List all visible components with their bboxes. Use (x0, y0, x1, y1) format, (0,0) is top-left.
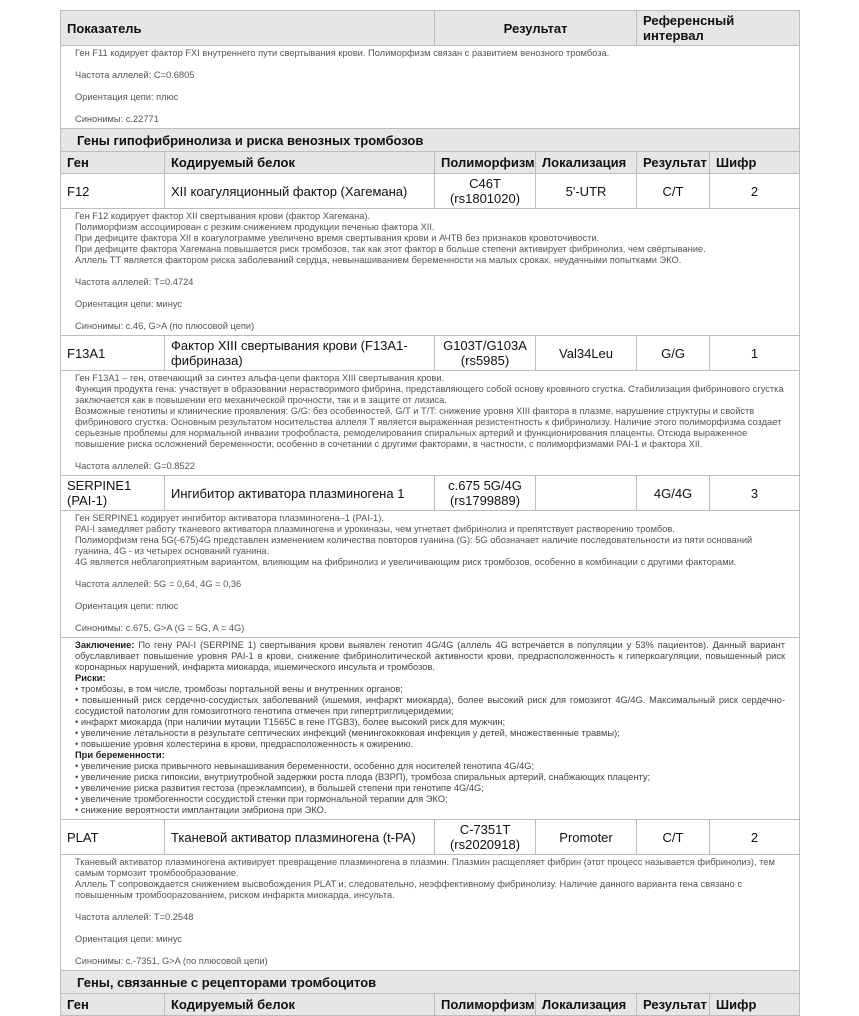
code-col-header: Шифр (710, 152, 800, 174)
indicator-header: Показатель (61, 11, 435, 46)
pregnancy-label: При беременности: (75, 750, 165, 760)
list-item: • увеличение риска развития гестоза (преэклампсии), в большей степени при генотипе 4G/4G; (75, 783, 785, 794)
conclusion-text: По гену PAI-I (SERPINE 1) свертывания крови выявлен генотип 4G/4G (аллель 4G встречается в популяции у 53% пациентов). Данный вариант обуславливает повышение уровня PAI-1 в крови, снижение фибринолитической активности крови, предрасположенность к гиперкоагуляции, повышенный риск коронарных нарушений, инфаркта миокарда, ишемического инсульта и тромбозов. (75, 640, 786, 672)
description-line: Возможные генотипы и клинические проявления: G/G: без особенностей. G/T и T/T: снижение уровня XIII фактора в плазме, нарушение структуры и свойств фибринового сгустка. Основным результатом носительства аллеля Т является выраженная резистентность к фибринолизу. Наличие этого полиморфизма создает серьезные проблемы для нормальной инвазии трофобласта, ремоделирования спиральных артерий и функционирования плаценты. Отсюда выраженное повышение риска осложнений беременности, особенно в сочетании с другими факторами, в частности, с полиморфизмами PAI-1 и фактора XII. (75, 406, 782, 449)
localization: 5'-UTR (536, 174, 637, 209)
protein-name: Ингибитор активатора плазминогена 1 (165, 476, 435, 511)
description-line: При дефиците фактора Хагемана повышается риск тромбозов, так как этот фактор в больше степени активирует фибринолиз, чем свёртывание. (75, 244, 706, 254)
gene-name: PLAT (61, 820, 165, 855)
code-value: 2 (710, 174, 800, 209)
description-line: Ген SERPINE1 кодирует ингибитор активатора плазминогена–1 (PAI-1). (75, 513, 384, 523)
protein-col-header: Кодируемый белок (165, 994, 435, 1016)
description-line: Функция продукта гена: участвует в образовании нерастворимого фибрина, представляющего собой основу кровяного сгустка. Стабилизация фибринового сгустка заключается как в повышении его механической прочности, так и в защите от лизиса. (75, 384, 784, 405)
localization-col-header: Локализация (536, 152, 637, 174)
description-line: Синонимы: c.-7351, G>A (по плюсовой цепи) (75, 956, 268, 966)
column-header-row (61, 152, 800, 174)
description-line: Ориентация цепи: минус (75, 934, 183, 944)
localization: Promoter (536, 820, 637, 855)
description-line: PAI-I замедляет работу тканевого активатора плазминогена и урокиназы, чем угнетает фибринолиз и препятствует растворению тромбов. (75, 524, 675, 534)
result-col-header: Результат (637, 994, 710, 1016)
description-line: Частота аллелей: G=0.8522 (75, 461, 195, 471)
description-line: Аллель ТТ является фактором риска заболеваний сердца, невынашиванием беременности на малых сроках, неудачными попытками ЭКО. (75, 255, 682, 265)
description-line: Полиморфизм ассоциирован с резким снижением продукции печенью фактора XII. (75, 222, 435, 232)
code-value: 3 (710, 476, 800, 511)
conclusion-label: Заключение: (75, 640, 135, 650)
description-line: Частота аллелей: T=0.4724 (75, 277, 194, 287)
protein-name: Фактор XIII свертывания крови (F13A1-фибриназа) (165, 336, 435, 371)
description-line: 4G является неблагоприятным вариантом, влияющим на фибринолиз и увеличивающим риск тромбозов, особенно в комбинации с другими факторами. (75, 557, 737, 567)
list-item: • тромбозы, в том числе, тромбозы портальной вены и внутренних органов; (75, 684, 785, 695)
result-header: Результат (435, 11, 637, 46)
description-line: Ген F11 кодирует фактор FXI внутреннего пути свертывания крови. Полиморфизм связан с развитием венозного тромбоза. (75, 48, 610, 58)
list-item: • увеличение риска гипоксии, внутриутробной задержки роста плода (ВЗРП), тромбоза спиральных артерий, снабжающих плаценту; (75, 772, 785, 783)
list-item: • увеличение летальности в результате септических инфекций (менингококковая инфекция у детей, множественные травмы); (75, 728, 785, 739)
polymorphism: c.675 5G/4G (rs1799889) (435, 476, 536, 511)
conclusion-row (61, 638, 800, 820)
description-line: Ориентация цепи: плюс (75, 92, 179, 102)
gene-col-header: Ген (61, 152, 165, 174)
description-line: Частота аллелей: 5G = 0,64, 4G = 0,36 (75, 579, 242, 589)
reference-header: Референсный интервал (637, 11, 800, 46)
protein-col-header: Кодируемый белок (165, 152, 435, 174)
localization: Val34Leu (536, 336, 637, 371)
section-row (61, 971, 800, 994)
code-value: 1 (710, 336, 800, 371)
result-value: C/T (637, 174, 710, 209)
result-value: 4G/4G (637, 476, 710, 511)
gene-row (61, 476, 800, 511)
list-item: • увеличение риска привычного невынашивания беременности, особенно для носителей генотипа 4G/4G; (75, 761, 785, 772)
description-line: Тканевый активатор плазминогена активирует превращение плазминогена в плазмин. Плазмин расщепляет фибрин (этот процесс называется фибринолиз), тем самым тормозит тромбообразование. (75, 857, 775, 878)
localization (536, 476, 637, 511)
result-col-header: Результат (637, 152, 710, 174)
section-title: Гены, связанные с рецепторами тромбоцитов (61, 971, 800, 994)
description-line: Ген F13A1 – ген, отвечающий за синтез альфа-цепи фактора XIII свертывания крови. (75, 373, 445, 383)
polymorphism: G103T/G103A (rs5985) (435, 336, 536, 371)
description-line: Синонимы: c.22771 (75, 114, 159, 124)
list-item: • снижение вероятности имплантации эмбриона при ЭКО. (75, 805, 785, 816)
gene-row (61, 336, 800, 371)
description-line: Ориентация цепи: минус (75, 299, 183, 309)
conclusion (61, 638, 800, 820)
gene-description (61, 511, 800, 638)
description-line: Полиморфизм гена 5G(-675)4G представлен изменением количества повторов гуанина (G): 5G обозначает наличие последовательности из пяти оснований гуанина, 4G - из четырех оснований гуанина. (75, 535, 753, 556)
result-value: C/T (637, 820, 710, 855)
description-line: Частота аллелей: T=0.2548 (75, 912, 194, 922)
result-value: G/G (637, 336, 710, 371)
column-header-row (61, 994, 800, 1016)
polymorphism: C-7351T (rs2020918) (435, 820, 536, 855)
gene-name: F12 (61, 174, 165, 209)
report-table (60, 10, 800, 1016)
description-line: Синонимы: c.46, G>A (по плюсовой цепи) (75, 321, 255, 331)
code-value: 2 (710, 820, 800, 855)
gene-description (61, 855, 800, 971)
gene-description (61, 209, 800, 336)
gene-row (61, 820, 800, 855)
polymorphism-col-header: Полиморфизм (435, 152, 536, 174)
polymorphism-col-header: Полиморфизм (435, 994, 536, 1016)
risks-label: Риски: (75, 673, 106, 683)
gene-col-header: Ген (61, 994, 165, 1016)
protein-name: Тканевой активатор плазминогена (t-PA) (165, 820, 435, 855)
risks-list (75, 684, 785, 750)
polymorphism: C46T (rs1801020) (435, 174, 536, 209)
list-item: • повышенный риск сердечно-сосудистых заболеваний (ишемия, инфаркт миокарда), более высокий риск для гомозигот 4G/4G. Максимальный риск сердечно-сосудистой патологии для гомозиготного генотипа отмечен при гипертриглицеридемии; (75, 695, 785, 717)
gene-description (61, 371, 800, 476)
list-item: • повышение уровня холестерина в крови, предрасположенность к ожирению. (75, 739, 785, 750)
description-line: При дефиците фактора XII в коагулограмме увеличено время свертывания крови и АЧТВ без признаков кровоточивости. (75, 233, 600, 243)
top-header-row (61, 11, 800, 46)
description-line: Частота аллелей: C=0.6805 (75, 70, 195, 80)
list-item: • увеличение тромбогенности сосудистой стенки при гормональной терапии для ЭКО; (75, 794, 785, 805)
section-row (61, 129, 800, 152)
description-line: Аллель Т сопровождается снижением высвобождения PLAT и, следовательно, неэффективному фибринолизу. Наличие данного варианта гена связано с повышенным тромбоорazованием, риском инфаркта миокарда, инсульта. (75, 879, 743, 900)
protein-name: XII коагуляционный фактор (Хагемана) (165, 174, 435, 209)
code-col-header: Шифр (710, 994, 800, 1016)
f11-description (61, 46, 800, 129)
localization-col-header: Локализация (536, 994, 637, 1016)
description-line: Ген F12 кодирует фактор XII свертывания крови (фактор Хагемана). (75, 211, 371, 221)
list-item: • инфаркт миокарда (при наличии мутации T1565C в гене ITGB3), более высокий риск для мужчин; (75, 717, 785, 728)
description-line: Ориентация цепи: плюс (75, 601, 179, 611)
description-line: Синонимы: c.675, G>A (G = 5G, A = 4G) (75, 623, 245, 633)
pregnancy-list (75, 761, 785, 816)
gene-name: F13A1 (61, 336, 165, 371)
gene-name: SERPINE1 (PAI-1) (61, 476, 165, 511)
section-title: Гены гипофибринолиза и риска венозных тромбозов (61, 129, 800, 152)
report-page (60, 10, 799, 1016)
gene-row (61, 174, 800, 209)
